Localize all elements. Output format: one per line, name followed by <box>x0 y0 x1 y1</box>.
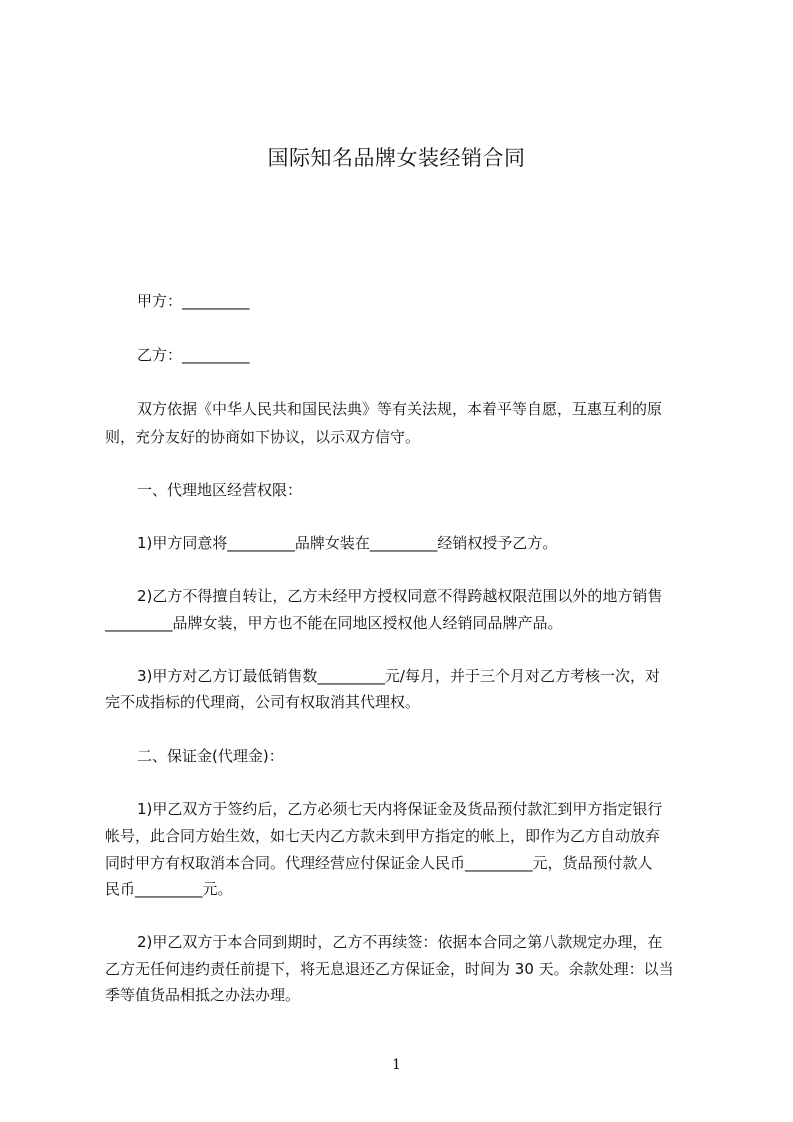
clause-2-2-line-1: 2)甲乙双方于本合同到期时，乙方不再续签：依据本合同之第八款规定办理，在 <box>137 933 663 951</box>
party-a-line: 甲方：_________ <box>137 292 250 310</box>
page-number: 1 <box>392 1057 401 1073</box>
clause-1-2-line-2: _________品牌女装，甲方也不能在同地区授权他人经销同品牌产品。 <box>105 614 563 632</box>
clause-2-1-line-4: 民币_________元。 <box>105 880 233 898</box>
clause-1-2-line-1: 2)乙方不得擅自转让，乙方未经甲方授权同意不得跨越权限范围以外的地方销售 <box>137 587 663 605</box>
clause-2-1-line-2: 帐号，此合同方始生效，如七天内乙方款未到甲方指定的帐上，即作为乙方自动放弃 <box>105 827 661 845</box>
clause-2-2-line-2: 乙方无任何违约责任前提下，将无息退还乙方保证金，时间为 30 天。余款处理：以当 <box>105 960 674 978</box>
clause-1-1: 1)甲方同意将_________品牌女装在_________经销权授予乙方。 <box>137 534 558 552</box>
clause-1-3-line-1: 3)甲方对乙方订最低销售数_________元/每月，并于三个月对乙方考核一次，对 <box>137 667 660 685</box>
document-title: 国际知名品牌女装经销合同 <box>267 146 526 170</box>
section-1-heading: 一、代理地区经营权限： <box>137 481 303 499</box>
intro-line-2: 则，充分友好的协商如下协议，以示双方信守。 <box>105 428 421 446</box>
clause-1-3-line-2: 完不成指标的代理商，公司有权取消其代理权。 <box>105 693 421 711</box>
party-b-line: 乙方：_________ <box>137 346 250 364</box>
clause-2-2-line-3: 季等值货品相抵之办法办理。 <box>105 986 301 1004</box>
clause-2-1-line-1: 1)甲乙双方于签约后，乙方必须七天内将保证金及货品预付款汇到甲方指定银行 <box>137 800 663 818</box>
section-2-heading: 二、保证金(代理金)： <box>137 747 284 765</box>
clause-2-1-line-3: 同时甲方有权取消本合同。代理经营应付保证金人民币_________元，货品预付款人 <box>105 854 653 872</box>
intro-line-1: 双方依据《中华人民共和国民法典》等有关法规，本着平等自愿，互惠互利的原 <box>137 400 663 418</box>
